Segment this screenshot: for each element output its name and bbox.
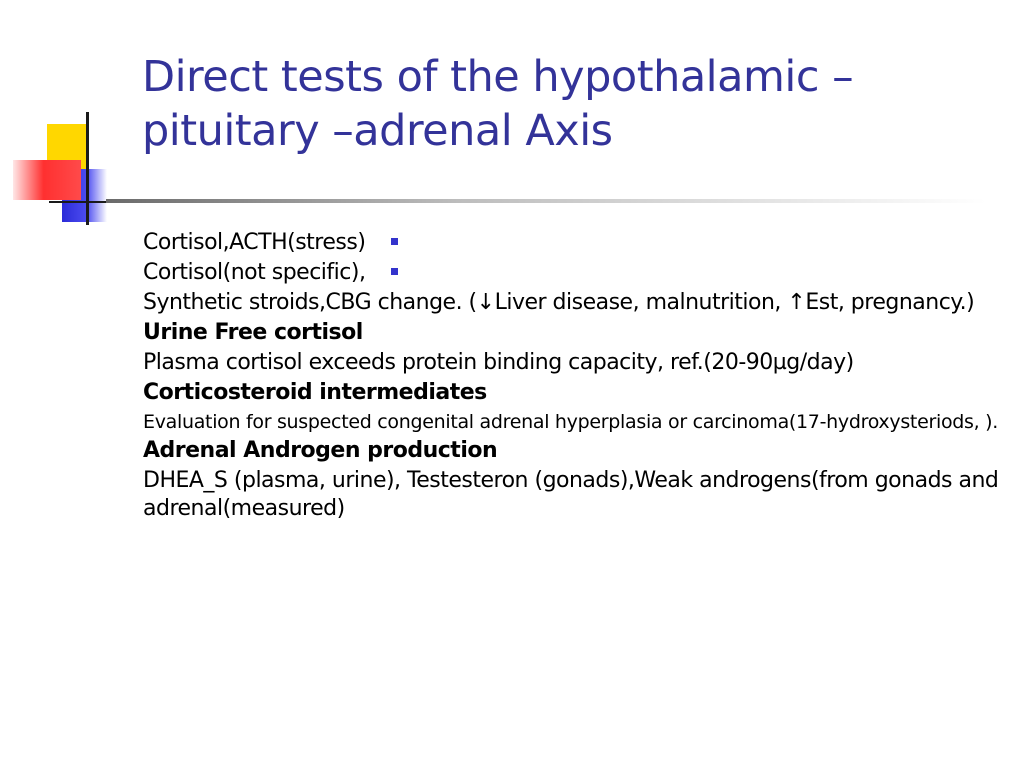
heading-corticosteroid-intermediates: Corticosteroid intermediates (143, 380, 487, 405)
slide-title: Direct tests of the hypothalamic – pituitary –adrenal Axis (142, 52, 854, 156)
list-item-evaluation: Evaluation for suspected congenital adrenal hyperplasia or carcinoma(17-hydroxysteriods, ). (143, 411, 998, 433)
heading-adrenal-androgen: Adrenal Androgen production (143, 438, 498, 463)
logo-vertical-line (86, 112, 89, 225)
slide-body (143, 229, 1003, 525)
list-item-plasma-cortisol: Plasma cortisol exceeds protein binding capacity, ref.(20-90µg/day) (143, 350, 854, 375)
list-item-cortisol-acth (143, 229, 1003, 257)
list-item-synthetic-stroids: Synthetic stroids,CBG change. (↓Liver disease, malnutrition, ↑Est, pregnancy.) (143, 290, 975, 315)
list-item-dhea: DHEA_S (plasma, urine), Testesteron (gonads),Weak androgens(from gonads and adrenal(measured) (143, 468, 999, 521)
title-divider (106, 199, 986, 203)
list-item-text: Cortisol(not specific), (143, 260, 366, 285)
logo-red-square (13, 160, 81, 200)
list-item-cortisol-not-specific (143, 259, 1003, 287)
list-item-text: Cortisol,ACTH(stress) (143, 230, 366, 255)
square-bullet-icon (391, 268, 398, 275)
template-logo (0, 0, 150, 240)
heading-urine-free-cortisol: Urine Free cortisol (143, 320, 363, 345)
square-bullet-icon (391, 238, 398, 245)
